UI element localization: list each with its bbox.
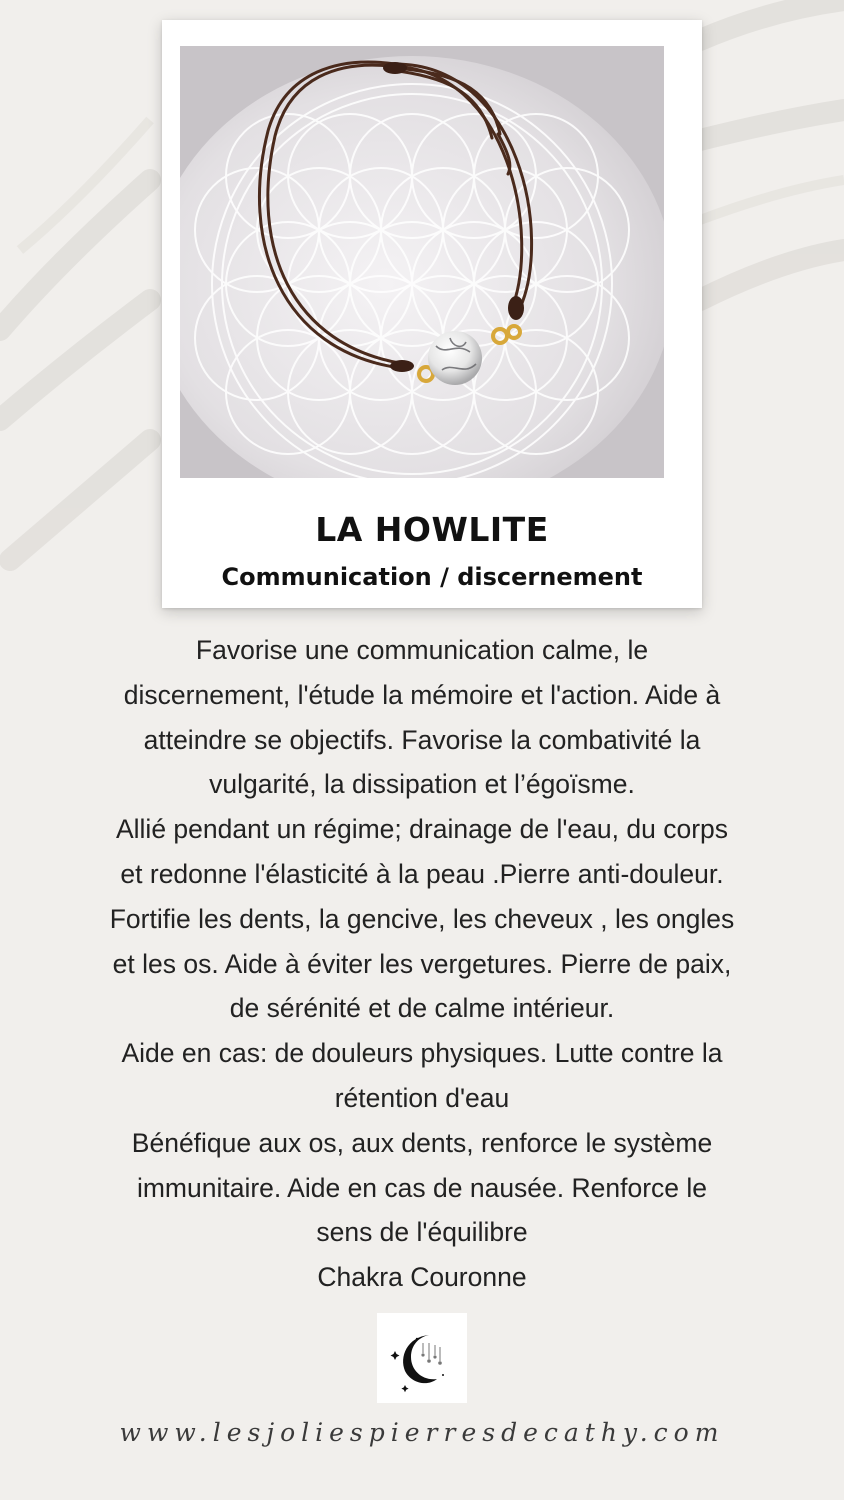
description-line: discernement, l'étude la mémoire et l'action. Aide à <box>123 679 721 710</box>
stone-title: LA HOWLITE <box>315 510 549 549</box>
description-line: et redonne l'élasticité à la peau .Pierre anti-douleur. <box>120 858 724 889</box>
brand-logo <box>377 1313 467 1403</box>
polaroid-card <box>162 20 702 608</box>
chakra-line: Chakra Couronne <box>317 1262 527 1293</box>
description-line: immunitaire. Aide en cas de nausée. Renforce le <box>136 1172 708 1203</box>
selenite-plate <box>180 56 664 478</box>
stone-subtitle: Communication / discernement <box>221 563 643 591</box>
description-line: et les os. Aide à éviter les vergetures. Pierre de paix, <box>112 948 732 979</box>
website-url: www.lesjoliespierresdecathy.com <box>119 1418 725 1447</box>
description-line: atteindre se objectifs. Favorise la combativité la <box>143 724 701 755</box>
description-line: rétention d'eau <box>334 1082 510 1113</box>
description-line: Allié pendant un régime; drainage de l'eau, du corps <box>115 814 729 845</box>
description-line: sens de l'équilibre <box>316 1217 528 1248</box>
description-line: Bénéfique aux os, aux dents, renforce le système <box>131 1127 713 1158</box>
description-line: de sérénité et de calme intérieur. <box>229 993 615 1024</box>
description-line: Fortifie les dents, la gencive, les cheveux , les ongles <box>109 903 735 934</box>
howlite-bead <box>428 331 482 385</box>
description-line: vulgarité, la dissipation et l’égoïsme. <box>209 769 635 800</box>
description-text <box>36 628 808 1300</box>
description-line: Favorise une communication calme, le <box>195 635 649 665</box>
description-line: Aide en cas: de douleurs physiques. Lutte contre la <box>121 1038 723 1069</box>
crescent-moon-logo-icon <box>377 1313 467 1403</box>
bracelet-illustration <box>180 46 664 478</box>
bracelet-photo <box>180 46 664 478</box>
